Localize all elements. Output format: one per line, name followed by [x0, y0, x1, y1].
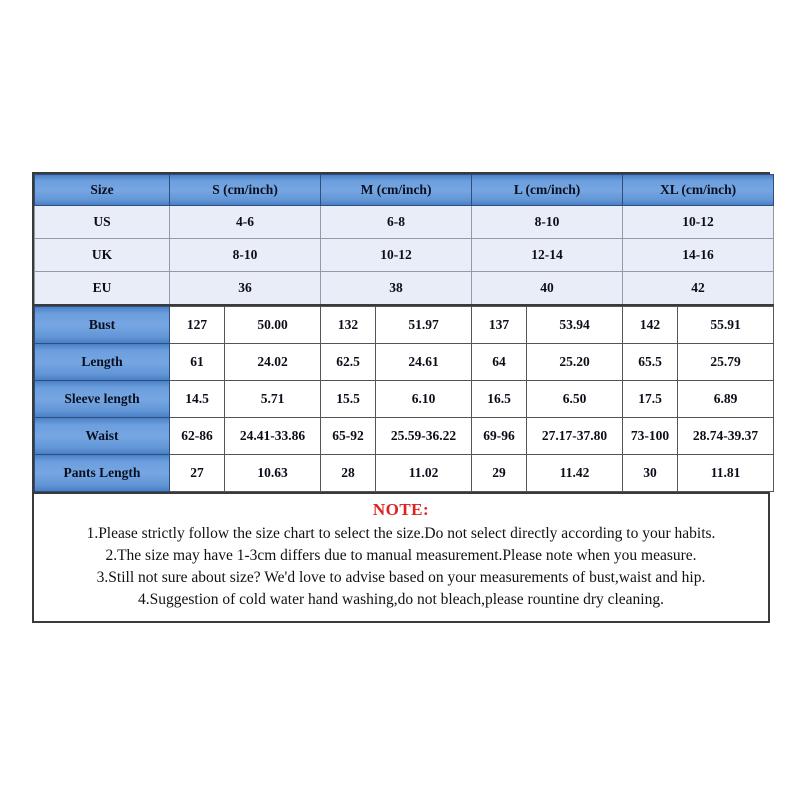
- column-header-l: L (cm/inch): [472, 175, 623, 206]
- cell-length-xl-in: 25.79: [678, 344, 774, 381]
- cell-pants-m-in: 11.02: [376, 455, 472, 492]
- column-header-m: M (cm/inch): [321, 175, 472, 206]
- note-title: NOTE:: [372, 500, 430, 519]
- row-label-uk: UK: [35, 239, 170, 272]
- table-row: [35, 381, 774, 418]
- cell-pants-l-cm: 29: [472, 455, 527, 492]
- cell-length-xl-cm: 65.5: [623, 344, 678, 381]
- note-line-2: 2.The size may have 1-3cm differs due to manual measurement.Please note when you measure.: [105, 547, 697, 564]
- cell-bust-xl-in: 55.91: [678, 307, 774, 344]
- cell-pants-s-cm: 27: [170, 455, 225, 492]
- cell-sleeve-s-cm: 14.5: [170, 381, 225, 418]
- cell-sleeve-xl-cm: 17.5: [623, 381, 678, 418]
- size-chart: [32, 172, 770, 623]
- cell-eu-s: 36: [170, 272, 321, 306]
- cell-sleeve-m-in: 6.10: [376, 381, 472, 418]
- cell-bust-m-cm: 132: [321, 307, 376, 344]
- table-row: [35, 344, 774, 381]
- cell-waist-m-in: 25.59-36.22: [376, 418, 472, 455]
- cell-bust-m-in: 51.97: [376, 307, 472, 344]
- table-row: [35, 455, 774, 492]
- table-row: [35, 239, 774, 272]
- cell-uk-m: 10-12: [321, 239, 472, 272]
- cell-pants-xl-cm: 30: [623, 455, 678, 492]
- cell-waist-m-cm: 65-92: [321, 418, 376, 455]
- cell-bust-l-cm: 137: [472, 307, 527, 344]
- cell-bust-s-cm: 127: [170, 307, 225, 344]
- cell-length-m-cm: 62.5: [321, 344, 376, 381]
- cell-eu-m: 38: [321, 272, 472, 306]
- cell-waist-s-cm: 62-86: [170, 418, 225, 455]
- cell-waist-l-in: 27.17-37.80: [527, 418, 623, 455]
- table-row: [35, 418, 774, 455]
- row-label-waist: Waist: [35, 418, 170, 455]
- cell-bust-xl-cm: 142: [623, 307, 678, 344]
- cell-eu-xl: 42: [623, 272, 774, 306]
- row-label-pants-length: Pants Length: [35, 455, 170, 492]
- row-label-eu: EU: [35, 272, 170, 306]
- table-row: [35, 272, 774, 306]
- row-label-sleeve-length: Sleeve length: [35, 381, 170, 418]
- cell-waist-l-cm: 69-96: [472, 418, 527, 455]
- note-section: [34, 492, 768, 621]
- cell-pants-xl-in: 11.81: [678, 455, 774, 492]
- row-label-us: US: [35, 206, 170, 239]
- cell-bust-l-in: 53.94: [527, 307, 623, 344]
- cell-sleeve-s-in: 5.71: [225, 381, 321, 418]
- cell-waist-s-in: 24.41-33.86: [225, 418, 321, 455]
- cell-sleeve-l-cm: 16.5: [472, 381, 527, 418]
- cell-uk-xl: 14-16: [623, 239, 774, 272]
- table-row: [35, 307, 774, 344]
- note-line-3: 3.Still not sure about size? We'd love to advise based on your measurements of bust,waist and hip.: [96, 569, 706, 586]
- table-row: [35, 206, 774, 239]
- cell-waist-xl-cm: 73-100: [623, 418, 678, 455]
- column-header-xl: XL (cm/inch): [623, 175, 774, 206]
- cell-us-m: 6-8: [321, 206, 472, 239]
- row-label-bust: Bust: [35, 307, 170, 344]
- cell-waist-xl-in: 28.74-39.37: [678, 418, 774, 455]
- cell-eu-l: 40: [472, 272, 623, 306]
- cell-us-s: 4-6: [170, 206, 321, 239]
- note-line-4: 4.Suggestion of cold water hand washing,do not bleach,please rountine dry cleaning.: [137, 591, 664, 608]
- cell-sleeve-m-cm: 15.5: [321, 381, 376, 418]
- cell-length-m-in: 24.61: [376, 344, 472, 381]
- cell-length-l-in: 25.20: [527, 344, 623, 381]
- cell-bust-s-in: 50.00: [225, 307, 321, 344]
- column-header-s: S (cm/inch): [170, 175, 321, 206]
- cell-us-xl: 10-12: [623, 206, 774, 239]
- table-header-row: [35, 175, 774, 206]
- cell-length-l-cm: 64: [472, 344, 527, 381]
- cell-sleeve-l-in: 6.50: [527, 381, 623, 418]
- cell-us-l: 8-10: [472, 206, 623, 239]
- cell-length-s-cm: 61: [170, 344, 225, 381]
- cell-uk-s: 8-10: [170, 239, 321, 272]
- cell-pants-m-cm: 28: [321, 455, 376, 492]
- cell-sleeve-xl-in: 6.89: [678, 381, 774, 418]
- cell-pants-l-in: 11.42: [527, 455, 623, 492]
- cell-uk-l: 12-14: [472, 239, 623, 272]
- size-chart-table: [34, 174, 774, 492]
- row-label-length: Length: [35, 344, 170, 381]
- note-line-1: 1.Please strictly follow the size chart to select the size.Do not select directly according to your habits.: [86, 525, 716, 542]
- cell-pants-s-in: 10.63: [225, 455, 321, 492]
- cell-length-s-in: 24.02: [225, 344, 321, 381]
- column-header-size: Size: [35, 175, 170, 206]
